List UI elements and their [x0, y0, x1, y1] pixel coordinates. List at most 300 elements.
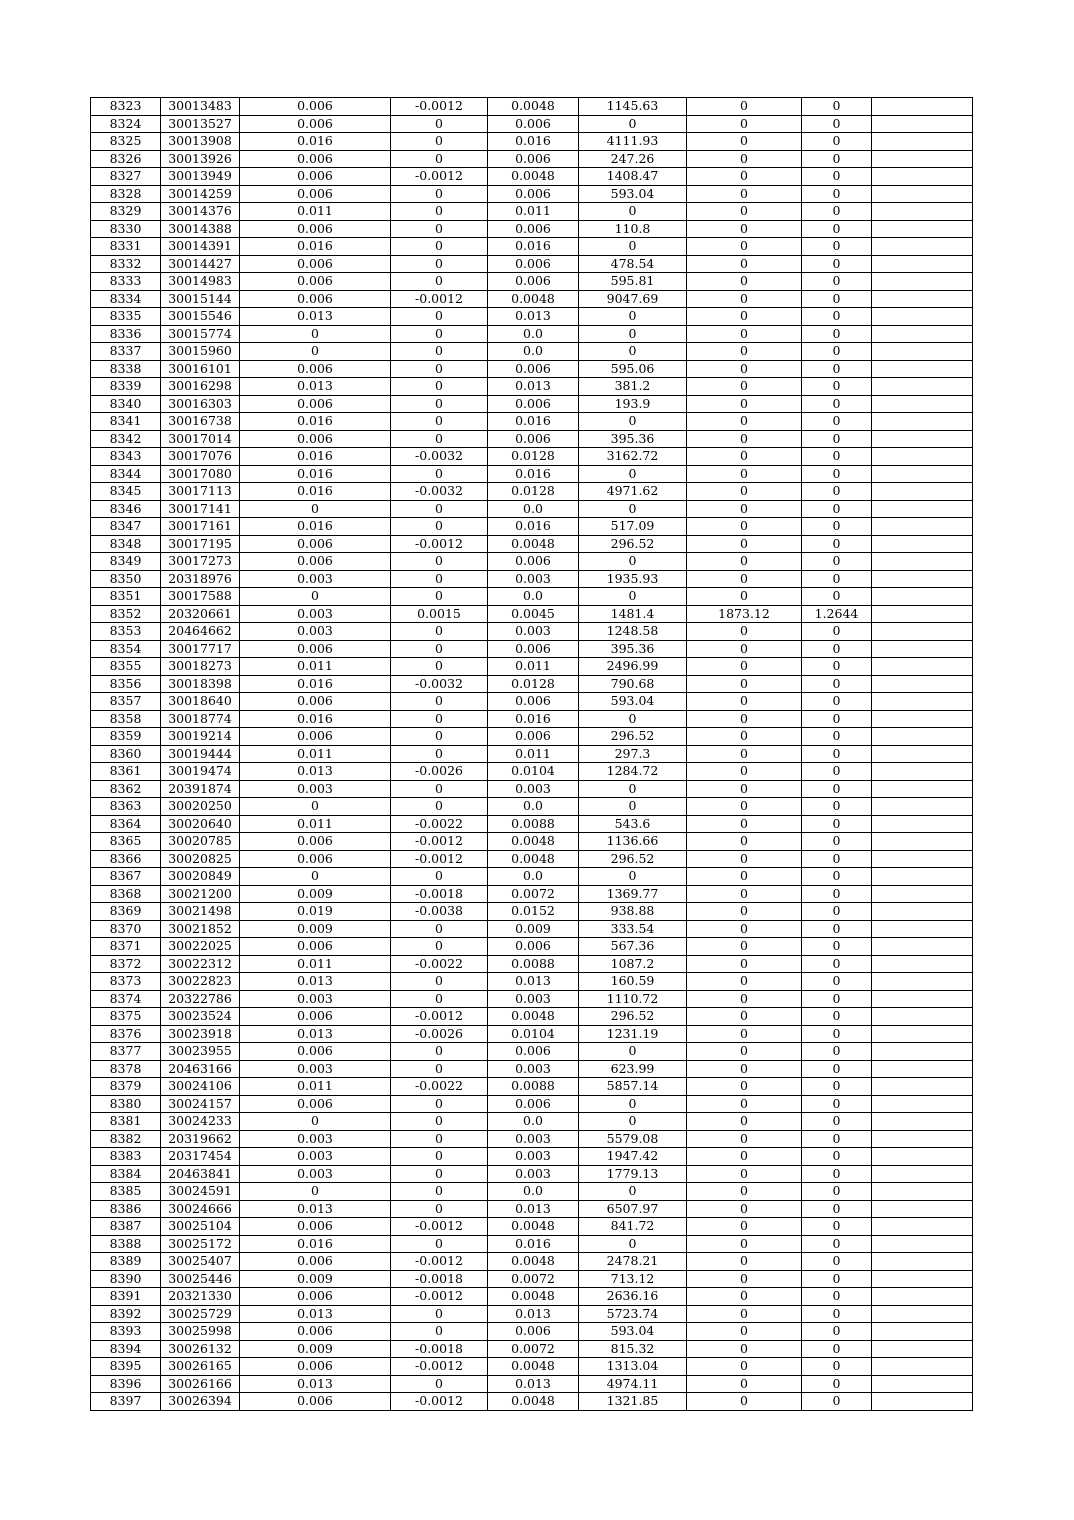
empty-cell [872, 535, 973, 553]
value-c-cell: 0.006 [488, 150, 579, 168]
value-c-cell: 0.0072 [488, 885, 579, 903]
ratio-cell: 0 [802, 693, 872, 711]
value-c-cell: 0.0088 [488, 955, 579, 973]
value-d-cell: 0 [687, 1235, 802, 1253]
value-c-cell: 0.0088 [488, 815, 579, 833]
value-a-cell: 0.006 [240, 833, 391, 851]
amount-cell: 0 [579, 203, 687, 221]
row-number-cell: 8362 [91, 780, 161, 798]
id-cell: 20321330 [161, 1288, 240, 1306]
table-row [91, 273, 973, 291]
id-cell: 30015774 [161, 325, 240, 343]
table-row [91, 1148, 973, 1166]
row-number-cell: 8369 [91, 903, 161, 921]
amount-cell: 1779.13 [579, 1165, 687, 1183]
value-d-cell: 0 [687, 745, 802, 763]
row-number-cell: 8352 [91, 605, 161, 623]
value-c-cell: 0.006 [488, 360, 579, 378]
ratio-cell: 0 [802, 850, 872, 868]
id-cell: 20319662 [161, 1130, 240, 1148]
table-row [91, 1043, 973, 1061]
value-b-cell: 0 [391, 1095, 488, 1113]
ratio-cell: 0 [802, 115, 872, 133]
amount-cell: 478.54 [579, 255, 687, 273]
value-d-cell: 0 [687, 1305, 802, 1323]
amount-cell: 1231.19 [579, 1025, 687, 1043]
table-row [91, 115, 973, 133]
ratio-cell: 0 [802, 640, 872, 658]
row-number-cell: 8387 [91, 1218, 161, 1236]
id-cell: 30017588 [161, 588, 240, 606]
value-c-cell: 0.006 [488, 115, 579, 133]
id-cell: 20322786 [161, 990, 240, 1008]
table-row [91, 955, 973, 973]
amount-cell: 110.8 [579, 220, 687, 238]
id-cell: 30022823 [161, 973, 240, 991]
empty-cell [872, 588, 973, 606]
empty-cell [872, 1340, 973, 1358]
amount-cell: 333.54 [579, 920, 687, 938]
amount-cell: 193.9 [579, 395, 687, 413]
id-cell: 30025104 [161, 1218, 240, 1236]
ratio-cell: 0 [802, 1358, 872, 1376]
ratio-cell: 0 [802, 1253, 872, 1271]
value-a-cell: 0.006 [240, 850, 391, 868]
table-body [91, 98, 973, 1411]
value-c-cell: 0.0072 [488, 1270, 579, 1288]
amount-cell: 247.26 [579, 150, 687, 168]
table-row [91, 1008, 973, 1026]
value-a-cell: 0.009 [240, 1340, 391, 1358]
row-number-cell: 8393 [91, 1323, 161, 1341]
empty-cell [872, 325, 973, 343]
value-b-cell: -0.0012 [391, 1288, 488, 1306]
row-number-cell: 8382 [91, 1130, 161, 1148]
value-c-cell: 0.0048 [488, 1288, 579, 1306]
value-c-cell: 0.016 [488, 518, 579, 536]
table-row [91, 1130, 973, 1148]
empty-cell [872, 1008, 973, 1026]
id-cell: 30017014 [161, 430, 240, 448]
value-a-cell: 0.006 [240, 1323, 391, 1341]
value-b-cell: 0 [391, 1235, 488, 1253]
ratio-cell: 0 [802, 1148, 872, 1166]
ratio-cell: 0 [802, 238, 872, 256]
amount-cell: 4971.62 [579, 483, 687, 501]
amount-cell: 1369.77 [579, 885, 687, 903]
value-c-cell: 0.016 [488, 133, 579, 151]
ratio-cell: 0 [802, 1200, 872, 1218]
empty-cell [872, 1393, 973, 1411]
ratio-cell: 0 [802, 780, 872, 798]
id-cell: 30024591 [161, 1183, 240, 1201]
value-c-cell: 0.013 [488, 378, 579, 396]
value-a-cell: 0.006 [240, 395, 391, 413]
id-cell: 30014983 [161, 273, 240, 291]
ratio-cell: 0 [802, 763, 872, 781]
table-row [91, 710, 973, 728]
amount-cell: 1408.47 [579, 168, 687, 186]
empty-cell [872, 833, 973, 851]
value-d-cell: 0 [687, 273, 802, 291]
table-row [91, 1358, 973, 1376]
row-number-cell: 8359 [91, 728, 161, 746]
row-number-cell: 8324 [91, 115, 161, 133]
empty-cell [872, 273, 973, 291]
id-cell: 30015144 [161, 290, 240, 308]
value-c-cell: 0.0 [488, 798, 579, 816]
value-d-cell: 0 [687, 815, 802, 833]
value-d-cell: 0 [687, 238, 802, 256]
value-b-cell: -0.0026 [391, 763, 488, 781]
value-d-cell: 0 [687, 798, 802, 816]
value-b-cell: 0 [391, 413, 488, 431]
ratio-cell: 0 [802, 378, 872, 396]
value-b-cell: 0 [391, 1043, 488, 1061]
value-a-cell: 0.016 [240, 675, 391, 693]
empty-cell [872, 1165, 973, 1183]
id-cell: 30021498 [161, 903, 240, 921]
value-a-cell: 0.019 [240, 903, 391, 921]
empty-cell [872, 238, 973, 256]
value-d-cell: 0 [687, 1078, 802, 1096]
row-number-cell: 8325 [91, 133, 161, 151]
value-a-cell: 0 [240, 1113, 391, 1131]
row-number-cell: 8340 [91, 395, 161, 413]
ratio-cell: 0 [802, 1095, 872, 1113]
value-b-cell: 0 [391, 1305, 488, 1323]
table-row [91, 1183, 973, 1201]
empty-cell [872, 115, 973, 133]
amount-cell: 0 [579, 1043, 687, 1061]
table-row [91, 1253, 973, 1271]
amount-cell: 1110.72 [579, 990, 687, 1008]
table-row [91, 658, 973, 676]
empty-cell [872, 675, 973, 693]
table-row [91, 990, 973, 1008]
value-b-cell: 0 [391, 185, 488, 203]
value-a-cell: 0.003 [240, 780, 391, 798]
value-c-cell: 0.003 [488, 623, 579, 641]
amount-cell: 2478.21 [579, 1253, 687, 1271]
empty-cell [872, 203, 973, 221]
table-row [91, 1305, 973, 1323]
table-row [91, 1218, 973, 1236]
amount-cell: 0 [579, 343, 687, 361]
value-b-cell: 0 [391, 360, 488, 378]
value-d-cell: 0 [687, 850, 802, 868]
value-c-cell: 0.003 [488, 1130, 579, 1148]
table-row [91, 1375, 973, 1393]
id-cell: 30019474 [161, 763, 240, 781]
table-row [91, 693, 973, 711]
table-row [91, 483, 973, 501]
value-d-cell: 0 [687, 868, 802, 886]
value-b-cell: -0.0018 [391, 1340, 488, 1358]
value-b-cell: -0.0012 [391, 1218, 488, 1236]
value-a-cell: 0.013 [240, 1305, 391, 1323]
value-c-cell: 0.006 [488, 553, 579, 571]
table-row [91, 1078, 973, 1096]
value-a-cell: 0.006 [240, 728, 391, 746]
id-cell: 30019444 [161, 745, 240, 763]
value-d-cell: 0 [687, 308, 802, 326]
amount-cell: 0 [579, 115, 687, 133]
value-c-cell: 0.011 [488, 658, 579, 676]
value-c-cell: 0.0 [488, 1113, 579, 1131]
empty-cell [872, 815, 973, 833]
value-a-cell: 0.006 [240, 693, 391, 711]
id-cell: 30022025 [161, 938, 240, 956]
value-b-cell: -0.0038 [391, 903, 488, 921]
value-a-cell: 0.006 [240, 168, 391, 186]
value-b-cell: 0 [391, 570, 488, 588]
value-a-cell: 0.016 [240, 1235, 391, 1253]
id-cell: 30016738 [161, 413, 240, 431]
value-a-cell: 0.006 [240, 220, 391, 238]
value-c-cell: 0.0088 [488, 1078, 579, 1096]
value-b-cell: -0.0032 [391, 483, 488, 501]
table-row [91, 1113, 973, 1131]
value-a-cell: 0.006 [240, 98, 391, 116]
id-cell: 30023524 [161, 1008, 240, 1026]
amount-cell: 1321.85 [579, 1393, 687, 1411]
value-b-cell: -0.0018 [391, 1270, 488, 1288]
table-row [91, 588, 973, 606]
value-d-cell: 0 [687, 185, 802, 203]
ratio-cell: 0 [802, 360, 872, 378]
value-d-cell: 0 [687, 465, 802, 483]
ratio-cell: 0 [802, 990, 872, 1008]
table-row [91, 553, 973, 571]
value-b-cell: -0.0022 [391, 955, 488, 973]
value-d-cell: 0 [687, 623, 802, 641]
ratio-cell: 0 [802, 325, 872, 343]
amount-cell: 0 [579, 1235, 687, 1253]
ratio-cell: 0 [802, 885, 872, 903]
ratio-cell: 0 [802, 413, 872, 431]
value-a-cell: 0.006 [240, 1008, 391, 1026]
value-b-cell: 0 [391, 640, 488, 658]
ratio-cell: 0 [802, 220, 872, 238]
table-row [91, 1393, 973, 1411]
id-cell: 30026165 [161, 1358, 240, 1376]
table-row [91, 850, 973, 868]
value-c-cell: 0.006 [488, 255, 579, 273]
value-c-cell: 0.0048 [488, 1218, 579, 1236]
id-cell: 30017195 [161, 535, 240, 553]
id-cell: 30022312 [161, 955, 240, 973]
ratio-cell: 0 [802, 745, 872, 763]
value-c-cell: 0.006 [488, 728, 579, 746]
empty-cell [872, 1253, 973, 1271]
value-d-cell: 0 [687, 448, 802, 466]
empty-cell [872, 553, 973, 571]
row-number-cell: 8329 [91, 203, 161, 221]
value-c-cell: 0.0152 [488, 903, 579, 921]
ratio-cell: 0 [802, 430, 872, 448]
ratio-cell: 0 [802, 710, 872, 728]
table-row [91, 1060, 973, 1078]
table-row [91, 605, 973, 623]
row-number-cell: 8348 [91, 535, 161, 553]
value-d-cell: 0 [687, 1130, 802, 1148]
id-cell: 30018273 [161, 658, 240, 676]
id-cell: 30025729 [161, 1305, 240, 1323]
value-d-cell: 0 [687, 1323, 802, 1341]
value-d-cell: 0 [687, 675, 802, 693]
row-number-cell: 8388 [91, 1235, 161, 1253]
table-row [91, 728, 973, 746]
value-b-cell: 0 [391, 798, 488, 816]
amount-cell: 0 [579, 1113, 687, 1131]
row-number-cell: 8341 [91, 413, 161, 431]
ratio-cell: 0 [802, 1043, 872, 1061]
empty-cell [872, 868, 973, 886]
id-cell: 30018640 [161, 693, 240, 711]
ratio-cell: 0 [802, 500, 872, 518]
table-row [91, 465, 973, 483]
row-number-cell: 8331 [91, 238, 161, 256]
row-number-cell: 8357 [91, 693, 161, 711]
value-c-cell: 0.0 [488, 500, 579, 518]
id-cell: 30019214 [161, 728, 240, 746]
value-c-cell: 0.003 [488, 780, 579, 798]
id-cell: 30013926 [161, 150, 240, 168]
value-b-cell: 0 [391, 115, 488, 133]
table-row [91, 745, 973, 763]
empty-cell [872, 133, 973, 151]
value-b-cell: 0 [391, 1375, 488, 1393]
row-number-cell: 8330 [91, 220, 161, 238]
amount-cell: 1313.04 [579, 1358, 687, 1376]
ratio-cell: 0 [802, 308, 872, 326]
table-row [91, 623, 973, 641]
value-c-cell: 0.0 [488, 868, 579, 886]
value-a-cell: 0.006 [240, 255, 391, 273]
value-c-cell: 0.003 [488, 1148, 579, 1166]
amount-cell: 395.36 [579, 640, 687, 658]
row-number-cell: 8339 [91, 378, 161, 396]
value-d-cell: 0 [687, 973, 802, 991]
value-c-cell: 0.0048 [488, 1393, 579, 1411]
ratio-cell: 0 [802, 1078, 872, 1096]
value-d-cell: 0 [687, 1218, 802, 1236]
value-c-cell: 0.0048 [488, 535, 579, 553]
ratio-cell: 0 [802, 973, 872, 991]
value-b-cell: 0 [391, 255, 488, 273]
value-c-cell: 0.013 [488, 308, 579, 326]
value-d-cell: 0 [687, 1008, 802, 1026]
table-row [91, 1200, 973, 1218]
ratio-cell: 0 [802, 273, 872, 291]
value-b-cell: -0.0012 [391, 833, 488, 851]
amount-cell: 0 [579, 553, 687, 571]
value-a-cell: 0.011 [240, 955, 391, 973]
ratio-cell: 0 [802, 1008, 872, 1026]
value-c-cell: 0.016 [488, 413, 579, 431]
id-cell: 30020250 [161, 798, 240, 816]
value-d-cell: 0 [687, 98, 802, 116]
amount-cell: 0 [579, 325, 687, 343]
value-d-cell: 0 [687, 903, 802, 921]
row-number-cell: 8333 [91, 273, 161, 291]
amount-cell: 623.99 [579, 1060, 687, 1078]
value-a-cell: 0.006 [240, 1358, 391, 1376]
id-cell: 30013527 [161, 115, 240, 133]
amount-cell: 1136.66 [579, 833, 687, 851]
row-number-cell: 8323 [91, 98, 161, 116]
value-a-cell: 0.016 [240, 448, 391, 466]
value-d-cell: 0 [687, 693, 802, 711]
id-cell: 30014388 [161, 220, 240, 238]
table-row [91, 1165, 973, 1183]
amount-cell: 296.52 [579, 1008, 687, 1026]
amount-cell: 593.04 [579, 693, 687, 711]
value-c-cell: 0.016 [488, 465, 579, 483]
ratio-cell: 0 [802, 1235, 872, 1253]
value-d-cell: 0 [687, 360, 802, 378]
ratio-cell: 0 [802, 465, 872, 483]
amount-cell: 815.32 [579, 1340, 687, 1358]
empty-cell [872, 920, 973, 938]
value-a-cell: 0.006 [240, 1218, 391, 1236]
value-c-cell: 0.0128 [488, 483, 579, 501]
table-row [91, 518, 973, 536]
value-d-cell: 0 [687, 1375, 802, 1393]
id-cell: 30025446 [161, 1270, 240, 1288]
id-cell: 30021200 [161, 885, 240, 903]
table-row [91, 343, 973, 361]
value-d-cell: 0 [687, 1165, 802, 1183]
value-a-cell: 0.013 [240, 1375, 391, 1393]
value-b-cell: 0 [391, 343, 488, 361]
empty-cell [872, 308, 973, 326]
ratio-cell: 0 [802, 553, 872, 571]
row-number-cell: 8391 [91, 1288, 161, 1306]
table-row [91, 973, 973, 991]
row-number-cell: 8381 [91, 1113, 161, 1131]
ratio-cell: 0 [802, 1113, 872, 1131]
value-d-cell: 0 [687, 920, 802, 938]
value-d-cell: 0 [687, 780, 802, 798]
amount-cell: 0 [579, 308, 687, 326]
value-c-cell: 0.003 [488, 570, 579, 588]
amount-cell: 296.52 [579, 535, 687, 553]
amount-cell: 790.68 [579, 675, 687, 693]
value-b-cell: 0 [391, 693, 488, 711]
row-number-cell: 8343 [91, 448, 161, 466]
value-a-cell: 0.006 [240, 640, 391, 658]
ratio-cell: 0 [802, 1270, 872, 1288]
value-c-cell: 0.0048 [488, 1358, 579, 1376]
value-d-cell: 0 [687, 133, 802, 151]
id-cell: 30025998 [161, 1323, 240, 1341]
empty-cell [872, 1288, 973, 1306]
value-c-cell: 0.016 [488, 710, 579, 728]
id-cell: 30017113 [161, 483, 240, 501]
table-row [91, 203, 973, 221]
id-cell: 30016101 [161, 360, 240, 378]
value-a-cell: 0.003 [240, 1130, 391, 1148]
table-row [91, 360, 973, 378]
value-d-cell: 0 [687, 1183, 802, 1201]
row-number-cell: 8376 [91, 1025, 161, 1043]
value-c-cell: 0.013 [488, 1305, 579, 1323]
amount-cell: 0 [579, 238, 687, 256]
value-d-cell: 0 [687, 1200, 802, 1218]
row-number-cell: 8392 [91, 1305, 161, 1323]
